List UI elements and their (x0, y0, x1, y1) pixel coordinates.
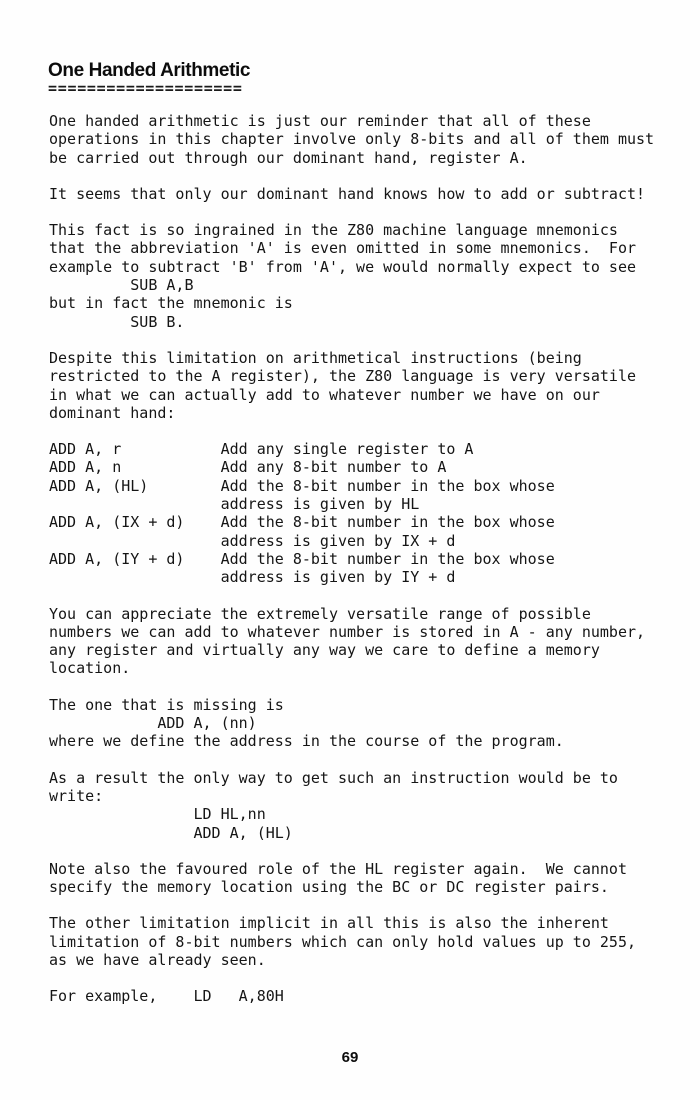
text-line: operations in this chapter involve only 8-bits and all of them must (49, 130, 655, 149)
text-line: that the abbreviation 'A' is even omitted in some mnemonics. For (49, 239, 636, 258)
paragraph-example (49, 987, 654, 1005)
text-line: For example, LD A,80H (49, 987, 284, 1006)
text-line: restricted to the A register), the Z80 language is very versatile (49, 367, 636, 386)
text-line: It seems that only our dominant hand knows how to add or subtract! (49, 184, 646, 203)
heading-underline: ==================== (48, 79, 243, 97)
text-line: as we have already seen. (49, 950, 266, 969)
section-heading: One Handed Arithmetic (48, 60, 251, 81)
text-line: ADD A, (HL) (49, 823, 293, 842)
text-line: where we define the address in the course of the program. (49, 732, 564, 751)
text-line: One handed arithmetic is just our reminder that all of these (49, 112, 591, 130)
text-line: dominant hand: (49, 403, 176, 422)
text-line: The other limitation implicit in all this is also the inherent (49, 914, 609, 933)
paragraph-missing-instruction (49, 696, 654, 751)
page-number: 69 (341, 1049, 359, 1066)
text-line: This fact is so ingrained in the Z80 machine language mnemonics (49, 221, 618, 240)
paragraph-dominant-hand (49, 185, 654, 203)
text-line: ADD A, n Add any 8-bit number to A (49, 458, 447, 477)
paragraph-limitation (49, 349, 654, 422)
text-line: Note also the favoured role of the HL register again. We cannot (49, 859, 627, 878)
text-line: but in fact the mnemonic is (49, 294, 293, 313)
paragraph-versatile-range (49, 605, 654, 678)
body-text (49, 112, 654, 1024)
text-line: As a result the only way to get such an instruction would be to (49, 768, 618, 787)
text-line: in what we can actually add to whatever number we have on our (49, 385, 600, 404)
paragraph-inherent-limitation (49, 914, 654, 969)
text-line: address is given by HL (49, 495, 420, 514)
paragraph-intro (49, 112, 654, 167)
section-header (48, 60, 251, 97)
paragraph-workaround (49, 769, 654, 842)
text-line: address is given by IX + d (49, 531, 456, 550)
text-line: numbers we can add to whatever number is stored in A - any number, (49, 622, 646, 641)
text-line: ADD A, r Add any single register to A (49, 440, 474, 459)
text-line: any register and virtually any way we care to define a memory (49, 641, 600, 660)
text-line: SUB B. (49, 312, 185, 331)
text-line: ADD A, (nn) (49, 714, 257, 733)
text-line: location. (49, 659, 131, 678)
text-line: limitation of 8-bit numbers which can only hold values up to 255, (49, 932, 636, 951)
text-line: be carried out through our dominant hand, register A. (49, 148, 528, 167)
paragraph-mnemonics (49, 221, 654, 331)
text-line: ADD A, (HL) Add the 8-bit number in the box whose (49, 476, 555, 495)
text-line: SUB A,B (49, 276, 194, 295)
text-line: ADD A, (IY + d) Add the 8-bit number in the box whose (49, 549, 555, 568)
text-line: ADD A, (IX + d) Add the 8-bit number in the box whose (49, 513, 555, 532)
text-line: The one that is missing is (49, 695, 284, 714)
text-line: specify the memory location using the BC or DC register pairs. (49, 878, 609, 897)
text-line: Despite this limitation on arithmetical instructions (being (49, 348, 582, 367)
text-line: write: (49, 786, 104, 805)
text-line: LD HL,nn (49, 805, 266, 824)
text-line: address is given by IY + d (49, 568, 456, 587)
paragraph-add-instruction-table (49, 440, 654, 586)
text-line: You can appreciate the extremely versatile range of possible (49, 604, 591, 623)
text-line: example to subtract 'B' from 'A', we would normally expect to see (49, 257, 636, 276)
paragraph-hl-register-note (49, 860, 654, 897)
